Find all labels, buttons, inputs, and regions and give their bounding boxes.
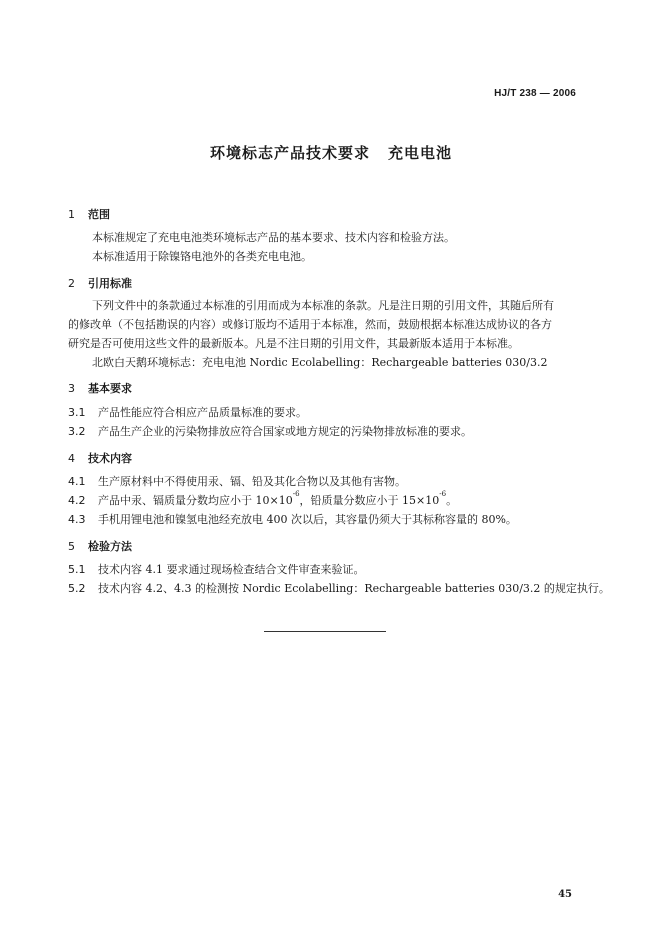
paragraph: 本标准规定了充电电池类环境标志产品的基本要求、技术内容和检验方法。: [92, 231, 455, 244]
item-text-c: 。: [446, 494, 458, 507]
section-number: 4: [68, 452, 75, 465]
section-title: 范围: [88, 208, 110, 221]
section-heading-basic-requirements: [68, 380, 132, 396]
item-number: 5.2: [68, 582, 86, 595]
page-title: [0, 142, 662, 163]
item-text: 产品生产企业的污染物排放应符合国家或地方规定的污染物排放标准的要求。: [98, 425, 472, 438]
page-number: 45: [558, 889, 572, 900]
item-text-b: ，铅质量分数应小于 15×10: [299, 494, 440, 507]
item-number: 4.1: [68, 475, 86, 488]
section-heading-technical-content: [68, 450, 132, 466]
item-number: 5.1: [68, 563, 86, 576]
item-text: 技术内容 4.2、4.3 的检测按 Nordic Ecolabelling：Rechargeable batteries 030/3.2 的规定执行。: [98, 582, 610, 595]
end-rule: [264, 631, 386, 632]
section-number: 2: [68, 277, 75, 290]
list-item: [68, 492, 457, 508]
list-item: [68, 473, 406, 489]
list-item: [68, 511, 517, 527]
section-heading-test-methods: [68, 538, 132, 554]
section-title: 基本要求: [88, 382, 132, 395]
item-text-a: 产品中汞、镉质量分数均应小于 10×10: [98, 494, 293, 507]
item-text: 产品性能应符合相应产品质量标准的要求。: [98, 406, 307, 419]
list-item: [68, 561, 365, 577]
item-text: 手机用锂电池和镍氢电池经充放电 400 次以后，其容量仍须大于其标称容量的 80%。: [98, 513, 517, 526]
section-title: 技术内容: [88, 452, 132, 465]
section-heading-scope: [68, 206, 110, 222]
standard-code: HJ/T 238 — 2006: [494, 88, 576, 99]
item-number: 4.2: [68, 494, 86, 507]
section-heading-references: [68, 275, 132, 291]
item-number: 4.3: [68, 513, 86, 526]
exponent: -6: [292, 490, 300, 498]
paragraph: 本标准适用于除镍铬电池外的各类充电电池。: [92, 250, 312, 263]
paragraph-line: 下列文件中的条款通过本标准的引用而成为本标准的条款。凡是注日期的引用文件，其随后所有: [92, 299, 554, 312]
reference-line: 北欧白天鹅环境标志：充电电池 Nordic Ecolabelling：Rechargeable batteries 030/3.2: [92, 356, 548, 369]
section-title: 检验方法: [88, 540, 132, 553]
item-text: 生产原材料中不得使用汞、镉、铅及其化合物以及其他有害物。: [98, 475, 406, 488]
list-item: [68, 580, 610, 596]
list-item: [68, 404, 307, 420]
section-number: 1: [68, 208, 75, 221]
item-number: 3.2: [68, 425, 86, 438]
list-item: [68, 423, 472, 439]
item-number: 3.1: [68, 406, 86, 419]
title-sub: 充电电池: [388, 144, 453, 162]
exponent: -6: [439, 490, 447, 498]
section-number: 5: [68, 540, 75, 553]
item-text: 技术内容 4.1 要求通过现场检查结合文件审查来验证。: [98, 563, 365, 576]
title-main: 环境标志产品技术要求: [209, 144, 370, 162]
section-number: 3: [68, 382, 75, 395]
section-title: 引用标准: [88, 277, 132, 290]
paragraph-line: 研究是否可使用这些文件的最新版本。凡是不注日期的引用文件，其最新版本适用于本标准。: [68, 337, 519, 350]
paragraph-line: 的修改单（不包括勘误的内容）或修订版均不适用于本标准，然而，鼓励根据本标准达成协议的各方: [68, 318, 552, 331]
